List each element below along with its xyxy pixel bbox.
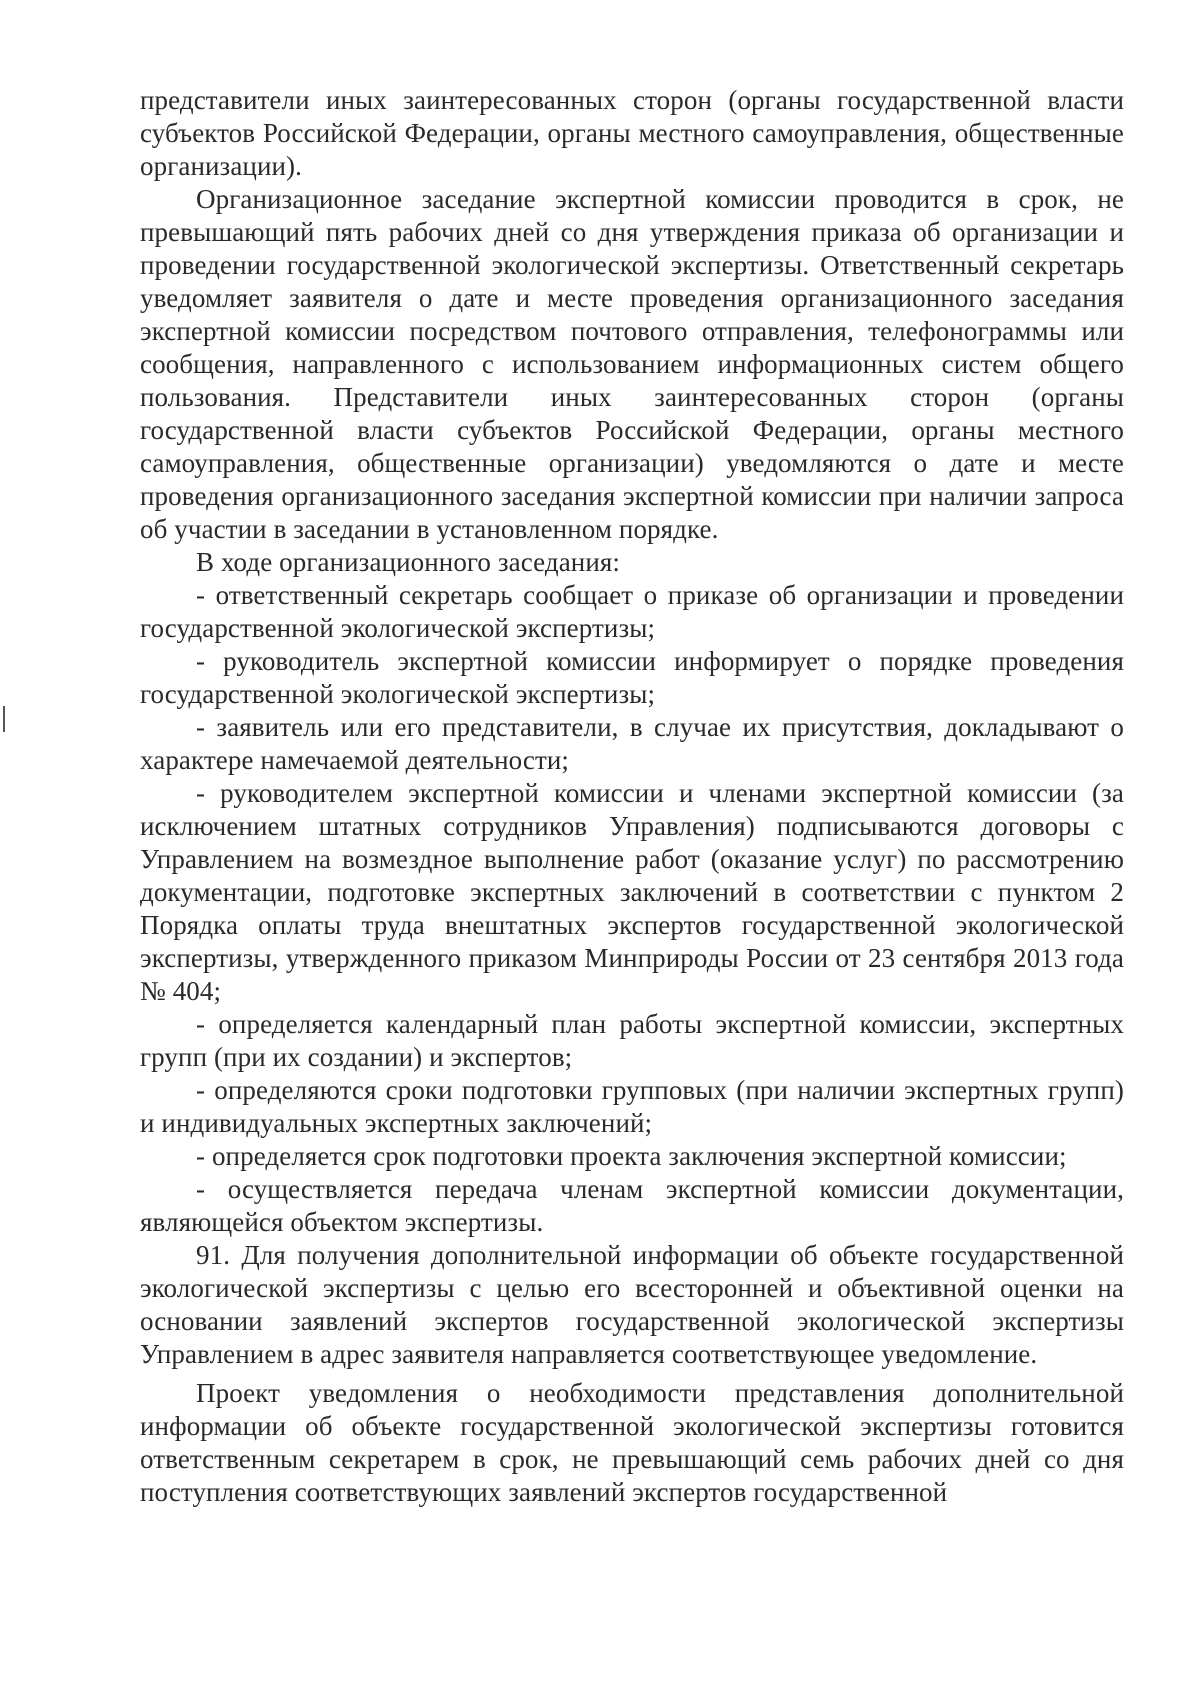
list-item: - ответственный секретарь сообщает о приказе об организации и проведении государственной экологической экспертизы; xyxy=(140,580,1124,643)
list-item: - заявитель или его представители, в случае их присутствия, докладывают о характере намечаемой деятельности; xyxy=(140,712,1124,775)
paragraph-section-91: 91. Для получения дополнительной информации об объекте государственной экологической экспертизы с целью его всесторонней и объективной оценки на основании заявлений экспертов государственной экологической экспертизы Управлением в адрес заявителя направляется соответствующее уведомление. xyxy=(140,1240,1124,1369)
paragraph-continuation: представители иных заинтересованных сторон (органы государственной власти субъектов Российской Федерации, органы местного самоуправления, общественные организации). xyxy=(140,85,1124,181)
scan-edge-mark xyxy=(3,706,5,732)
list-item: - определяются сроки подготовки групповых (при наличии экспертных групп) и индивидуальных экспертных заключений; xyxy=(140,1075,1124,1138)
paragraph-meeting-intro: В ходе организационного заседания: xyxy=(196,547,621,577)
list-item: - определяется календарный план работы экспертной комиссии, экспертных групп (при их создании) и экспертов; xyxy=(140,1009,1124,1072)
paragraph-notification-draft: Проект уведомления о необходимости представления дополнительной информации об объекте государственной экологической экспертизы готовится ответственным секретарем в срок, не превышающий семь рабочих дней со дня поступления соответствующих заявлений экспертов государственной xyxy=(140,1378,1124,1507)
list-item: - осуществляется передача членам экспертной комиссии документации, являющейся объектом экспертизы. xyxy=(140,1174,1124,1237)
document-body xyxy=(140,84,1124,1509)
list-item: - руководитель экспертной комиссии информирует о порядке проведения государственной экологической экспертизы; xyxy=(140,646,1124,709)
list-item: - руководителем экспертной комиссии и членами экспертной комиссии (за исключением штатных сотрудников Управления) подписываются договоры с Управлением на возмездное выполнение работ (оказание услуг) по рассмотрению документации, подготовке экспертных заключений в соответствии с пунктом 2 Порядка оплаты труда внештатных экспертов государственной экологической экспертизы, утвержденного приказом Минприроды России от 23 сентября 2013 года № 404; xyxy=(140,778,1124,1006)
list-item: - определяется срок подготовки проекта заключения экспертной комиссии; xyxy=(196,1141,1067,1171)
paragraph-organizational-meeting: Организационное заседание экспертной комиссии проводится в срок, не превышающий пять рабочих дней со дня утверждения приказа об организации и проведении государственной экологической экспертизы. Ответственный секретарь уведомляет заявителя о дате и месте проведения организационного заседания экспертной комиссии посредством почтового отправления, телефонограммы или сообщения, направленного с использованием информационных систем общего пользования. Представители иных заинтересованных сторон (органы государственной власти субъектов Российской Федерации, органы местного самоуправления, общественные организации) уведомляются о дате и месте проведения организационного заседания экспертной комиссии при наличии запроса об участии в заседании в установленном порядке. xyxy=(140,184,1124,544)
